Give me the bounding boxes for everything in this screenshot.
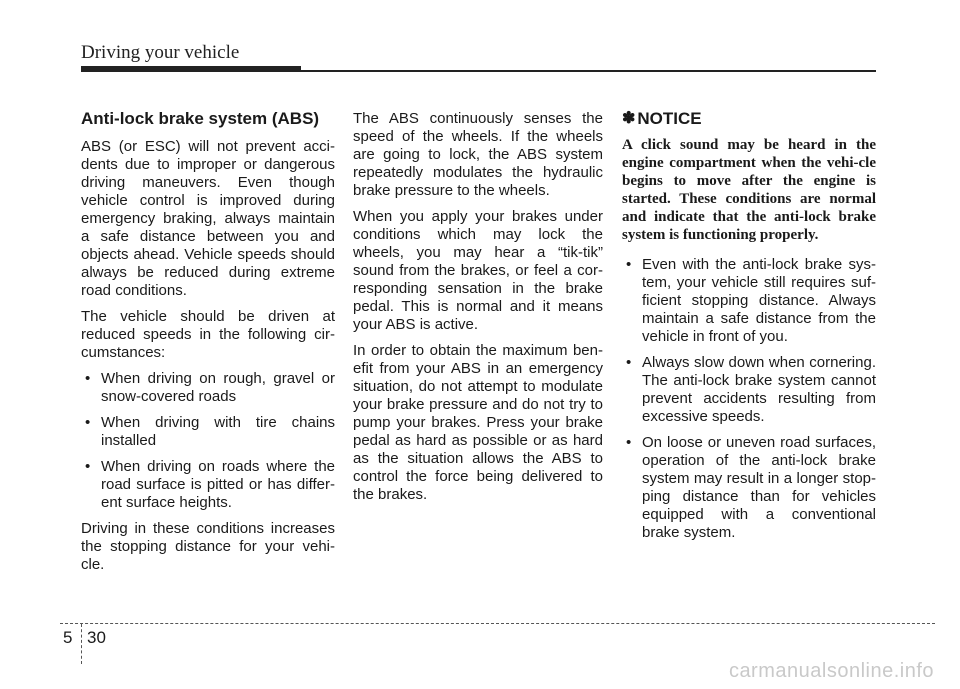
notice-heading (622, 110, 876, 128)
paragraph: The ABS continuously senses the speed of the wheels. If the wheels are going to lock, the ABS system repeatedly modulates the hydraulic brake pressure to the wheels. (353, 110, 603, 199)
list-item: • When driving on roads where the road surface is pitted or has differ-ent surface heights. (81, 458, 335, 512)
column-notice (622, 110, 876, 550)
notice-star-icon: ✽ (622, 110, 636, 127)
paragraph: ABS (or ESC) will not prevent acci-dents due to improper or dangerous driving maneuvers. Even though vehicle control is improved during emergency braking, always maintain a safe distance between you and objects ahead. Vehicle speeds should always be reduced during extreme road conditions. (81, 138, 335, 299)
paragraph: Driving in these conditions increases the stopping distance for your vehi-cle. (81, 520, 335, 573)
list-item: • When driving on rough, gravel or snow-covered roads (81, 370, 335, 406)
list-item: • When driving with tire chains installed (81, 414, 335, 450)
header-rule-thick (81, 66, 301, 72)
watermark: carmanualsonline.info (728, 660, 934, 682)
notice-title: NOTICE (637, 109, 702, 128)
footer-divider (81, 624, 82, 664)
section-number: 5 (63, 628, 73, 647)
bullet-list (81, 370, 335, 512)
page-header-title: Driving your vehicle (81, 42, 240, 63)
bullet-list (622, 256, 876, 542)
paragraph: In order to obtain the maximum ben-efit from your ABS in an emergency situation, do not attempt to modulate your brake pressure and do not try to pump your brakes. Press your brake pedal as hard as possible or as hard as the situation allows the ABS to control the force being delivered to the brakes. (353, 342, 603, 503)
paragraph: When you apply your brakes under conditions which may lock the wheels, you may hear a “tik-tik” sound from the brakes, or feel a cor-responding sensation in the brake pedal. This is normal and it means your ABS is active. (353, 208, 603, 333)
footer-rule (60, 623, 935, 624)
list-item: • On loose or uneven road surfaces, operation of the anti-lock brake system may result in a longer stop-ping distance than for vehicles equipped with a conventional brake system. (622, 434, 876, 542)
header-rule-thin (301, 70, 876, 72)
list-item: • Even with the anti-lock brake sys-tem, your vehicle still requires suf-ficient stopping distance. Always maintain a safe distance from the vehicle in front of you. (622, 256, 876, 346)
notice-text: A click sound may be heard in the engine compartment when the vehi-cle begins to move after the engine is started. These conditions are normal and indicate that the anti-lock brake system is functioning properly. (622, 137, 876, 243)
paragraph: The vehicle should be driven at reduced speeds in the following cir-cumstances: (81, 308, 335, 361)
column-abs-continued (353, 110, 603, 512)
list-item: • Always slow down when cornering. The anti-lock brake system cannot prevent accidents resulting from excessive speeds. (622, 354, 876, 426)
column-abs (81, 110, 335, 582)
page-number: 30 (87, 628, 106, 647)
section-heading: Anti-lock brake system (ABS) (81, 109, 320, 128)
